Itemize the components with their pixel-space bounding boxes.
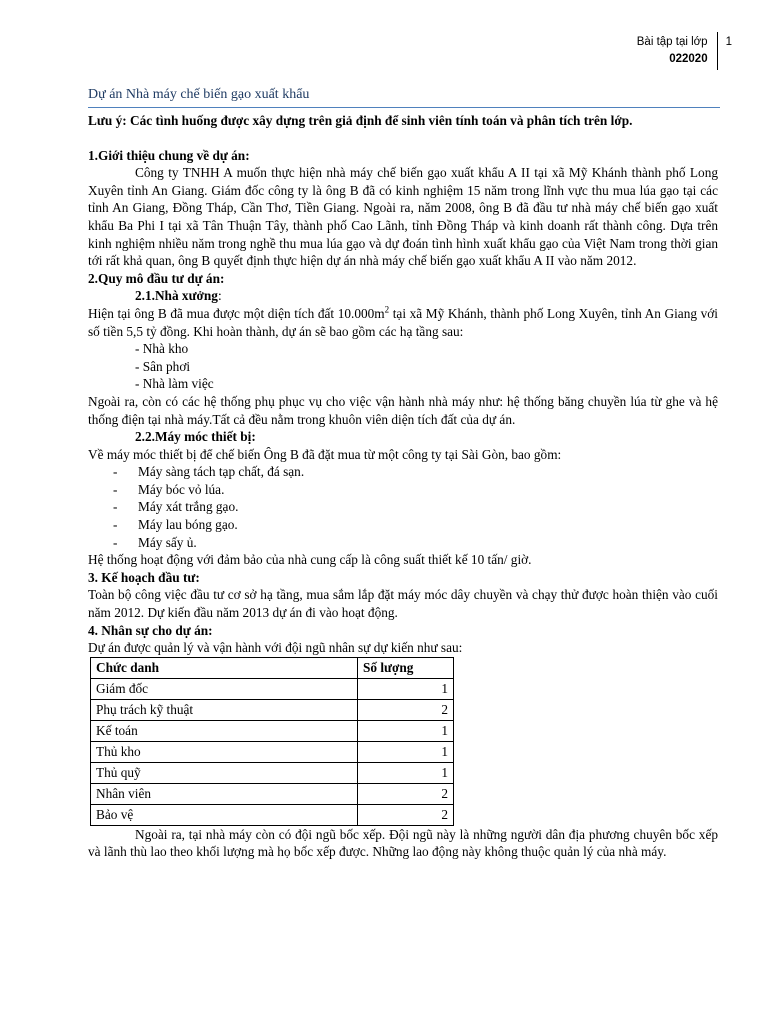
document-body (88, 112, 718, 861)
quantity-cell: 1 (358, 762, 454, 783)
note-paragraph: Lưu ý: Các tình huống được xây dựng trên giả định để sinh viên tính toán và phân tích trên lớp. (88, 113, 633, 128)
section-2-1-body-b: tại xã Mỹ Khánh, thành phố Long Xuyên, tỉnh An Giang với số tiền 5,5 tỷ đồng. Khi hoàn thành, dự án sẽ bao gồm các hạ tầng sau: (88, 305, 718, 339)
section-4-closing: Ngoài ra, tại nhà máy còn có đội ngũ bốc xếp. Đội ngũ này là những người dân địa phương chuyên bốc xếp và lãnh thù lao theo khối lượng mà họ bốc xếp được. Những lao động này không thuộc quản lý của nhà máy. (88, 826, 718, 860)
machine-item (88, 498, 718, 516)
section-2-1-body-a: Hiện tại ông B đã mua được một diện tích đất 10.000m (88, 305, 385, 321)
position-cell: Thủ kho (91, 741, 358, 762)
document-title: Dự án Nhà máy chế biến gạo xuất khẩu (88, 86, 720, 108)
machine-item (88, 534, 718, 552)
machine-item (88, 516, 718, 534)
section-2-1-sup: 2 (384, 304, 390, 315)
section-1-heading: 1.Giới thiệu chung về dự án: (88, 147, 250, 163)
section-2-1-extra: Ngoài ra, còn có các hệ thống phụ phục vụ cho việc vận hành nhà máy như: hệ thống băng chuyền lúa từ ghe và hệ thống điện tại nhà máy.Tất cả đều nằm trong khuôn viên diện tích đất của dự án. (88, 393, 718, 427)
position-cell: Phụ trách kỹ thuật (91, 699, 358, 720)
machine-label: Máy bóc vỏ lúa. (138, 481, 225, 497)
position-cell: Kế toán (91, 720, 358, 741)
section-2-2-capacity: Hệ thống hoạt động với đảm bảo của nhà cung cấp là công suất thiết kế 10 tấn/ giờ. (88, 552, 532, 568)
table-row (91, 699, 454, 720)
bullet-dash: - (113, 464, 118, 480)
position-cell: Giám đốc (91, 678, 358, 699)
table-row (91, 678, 454, 699)
section-2-2-heading: 2.2.Máy móc thiết bị: (135, 429, 256, 445)
section-4-intro: Dự án được quản lý và vận hành với đội ngũ nhân sự dự kiến như sau: (88, 640, 463, 656)
facility-item: - Nhà kho (135, 341, 189, 357)
quantity-cell: 1 (358, 678, 454, 699)
staff-table (90, 657, 454, 826)
table-row (91, 804, 454, 825)
table-header-row (91, 657, 454, 678)
machine-label: Máy sàng tách tạp chất, đá sạn. (138, 464, 305, 480)
section-3-heading: 3. Kế hoạch đầu tư: (88, 569, 200, 585)
quantity-cell: 2 (358, 783, 454, 804)
section-2-2-intro: Về máy móc thiết bị để chế biến Ông B đã đặt mua từ một công ty tại Sài Gòn, bao gồm: (88, 446, 562, 462)
section-2-1-colon: : (217, 288, 222, 304)
section-2-heading: 2.Quy mô đầu tư dự án: (88, 270, 225, 286)
table-row (91, 720, 454, 741)
header-title: Bài tập tại lớp (636, 36, 708, 48)
table-header-quantity: Số lượng (358, 657, 454, 678)
bullet-dash: - (113, 517, 118, 533)
position-cell: Bảo vệ (91, 804, 358, 825)
table-row (91, 762, 454, 783)
quantity-cell: 2 (358, 804, 454, 825)
table-header-position: Chức danh (91, 657, 358, 678)
section-4-heading: 4. Nhân sự cho dự án: (88, 622, 213, 638)
machine-item (88, 481, 718, 499)
table-row (91, 783, 454, 804)
section-2-1-heading: 2.1.Nhà xưởng (135, 288, 218, 304)
facility-item: - Nhà làm việc (135, 376, 214, 392)
machine-item (88, 463, 718, 481)
quantity-cell: 1 (358, 741, 454, 762)
position-cell: Thủ quỹ (91, 762, 358, 783)
spacer (88, 130, 718, 147)
section-1-body: Công ty TNHH A muốn thực hiện nhà máy chế biến gạo xuất khẩu A II tại xã Mỹ Khánh thành phố Long Xuyên tỉnh An Giang. Giám đốc công ty là ông B đã có kinh nghiệm 15 năm trong lĩnh vực thu mua lúa gạo tại các tỉnh An Giang, Đồng Tháp, Cần Thơ, Tiền Giang. Ngoài ra, năm 2008, ông B đã đầu tư nhà máy chế biến gạo xuất khẩu Ba Phi I tại xã Tân Thuận Tây, thành phố Cao Lãnh, tỉnh Đồng Tháp và kinh doanh rất thành công. Dựa trên kinh nghiệm nhiều năm trong nghề thu mua lúa gạo và dự đoán tình hình xuất khẩu gạo của Việt Nam trong thời gian tới rất khả quan, ông B quyết định thực hiện dự án nhà máy chế biến gạo xuất khẩu A II vào năm 2012. (88, 165, 718, 269)
machine-label: Máy xát trắng gạo. (138, 499, 239, 515)
facility-item: - Sân phơi (135, 358, 191, 374)
quantity-cell: 1 (358, 720, 454, 741)
header-text-block (637, 34, 717, 68)
machine-label: Máy sấy ủ. (138, 534, 197, 550)
machine-label: Máy lau bóng gạo. (138, 517, 238, 533)
page-header (637, 34, 732, 70)
header-code: 022020 (669, 53, 708, 65)
page-number: 1 (725, 36, 732, 48)
section-3-body: Toàn bộ công việc đầu tư cơ sở hạ tầng, mua sắm lắp đặt máy móc dây chuyền và chạy thử được hoàn thiện vào cuối năm 2012. Dự kiến đầu năm 2013 dự án đi vào hoạt động. (88, 587, 718, 621)
quantity-cell: 2 (358, 699, 454, 720)
section-2-1-heading-line (88, 287, 718, 305)
position-cell: Nhân viên (91, 783, 358, 804)
table-row (91, 741, 454, 762)
bullet-dash: - (113, 481, 118, 497)
bullet-dash: - (113, 499, 118, 515)
section-2-1-body (88, 305, 718, 340)
bullet-dash: - (113, 534, 118, 550)
